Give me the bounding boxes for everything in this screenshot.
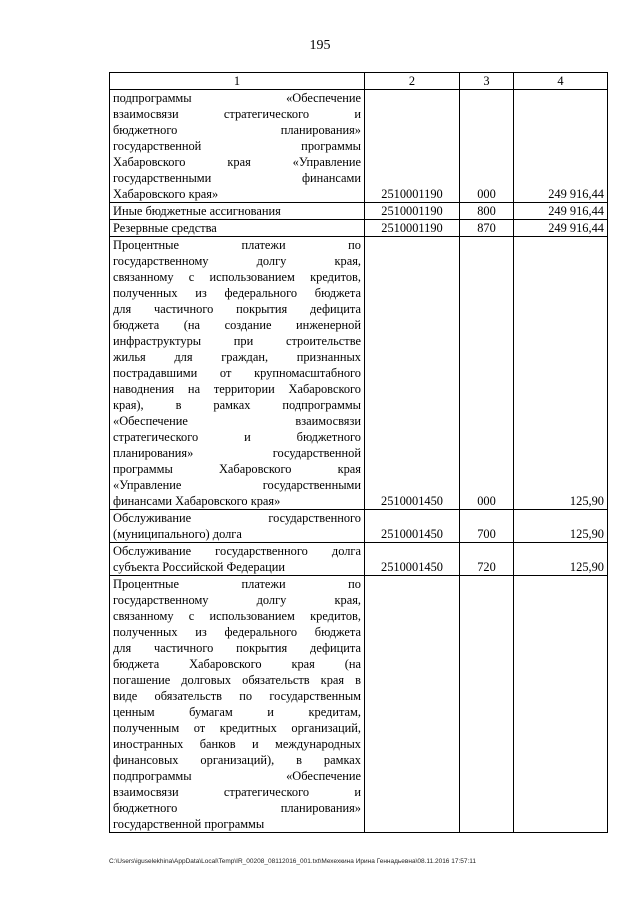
description-line: Хабаровского края «Управление xyxy=(113,155,361,169)
table-row xyxy=(110,237,608,510)
table-row xyxy=(110,510,608,543)
description-line: Процентные платежи по xyxy=(113,238,361,252)
description-line: субъекта Российской Федерации xyxy=(113,560,285,574)
header-cell-1: 1 xyxy=(110,73,365,90)
row-expense-type: 000 xyxy=(460,237,514,510)
table-row xyxy=(110,543,608,576)
description-line: «Обеспечение взаимосвязи xyxy=(113,414,361,428)
row-target-code: 2510001190 xyxy=(365,90,460,203)
description-line: связанному с использованием кредитов, xyxy=(113,270,361,284)
description-line: взаимосвязи стратегического и xyxy=(113,785,361,799)
description-line: виде обязательств по государственным xyxy=(113,689,361,703)
row-target-code xyxy=(365,576,460,833)
description-line: инфраструктуры при строительстве xyxy=(113,334,361,348)
row-amount: 249 916,44 xyxy=(514,220,608,237)
row-description xyxy=(110,576,365,833)
table-row xyxy=(110,203,608,220)
table-row xyxy=(110,220,608,237)
header-cell-4: 4 xyxy=(514,73,608,90)
row-target-code: 2510001450 xyxy=(365,237,460,510)
description-line: государственному долгу края, xyxy=(113,593,361,607)
header-cell-3: 3 xyxy=(460,73,514,90)
description-line: бюджетного планирования» xyxy=(113,801,361,815)
row-description xyxy=(110,90,365,203)
description-line: финансовых организаций), в рамках xyxy=(113,753,361,767)
description-line: программы Хабаровского края xyxy=(113,462,361,476)
row-amount: 125,90 xyxy=(514,510,608,543)
row-target-code: 2510001190 xyxy=(365,220,460,237)
description-line: планирования» государственной xyxy=(113,446,361,460)
description-line: для частичного покрытия дефицита xyxy=(113,641,361,655)
description-line: государственному долгу края, xyxy=(113,254,361,268)
row-amount xyxy=(514,576,608,833)
description-line: ценным бумагам и кредитам, xyxy=(113,705,361,719)
row-expense-type: 000 xyxy=(460,90,514,203)
description-line: полученных из федерального бюджета xyxy=(113,286,361,300)
row-description xyxy=(110,510,365,543)
row-amount: 249 916,44 xyxy=(514,203,608,220)
row-amount: 125,90 xyxy=(514,543,608,576)
budget-table xyxy=(109,72,608,833)
description-line: подпрограммы «Обеспечение xyxy=(113,769,361,783)
description-line: наводнения на территории Хабаровского xyxy=(113,382,361,396)
description-line: края), в рамках подпрограммы xyxy=(113,398,361,412)
description-line: погашение долговых обязательств края в xyxy=(113,673,361,687)
row-amount: 125,90 xyxy=(514,237,608,510)
row-description xyxy=(110,543,365,576)
description-line: государственными финансами xyxy=(113,171,361,185)
description-line: бюджета Хабаровского края (на xyxy=(113,657,361,671)
description-line: Резервные средства xyxy=(113,221,217,235)
description-line: пострадавшими от крупномасштабного xyxy=(113,366,361,380)
row-description xyxy=(110,220,365,237)
row-description xyxy=(110,203,365,220)
row-amount: 249 916,44 xyxy=(514,90,608,203)
description-line: Хабаровского края» xyxy=(113,187,219,201)
page-number: 195 xyxy=(309,38,331,53)
description-line: «Управление государственными xyxy=(113,478,361,492)
description-line: государственной программы xyxy=(113,817,265,831)
header-cell-2: 2 xyxy=(365,73,460,90)
row-target-code: 2510001450 xyxy=(365,510,460,543)
row-expense-type: 800 xyxy=(460,203,514,220)
row-target-code: 2510001190 xyxy=(365,203,460,220)
description-line: финансами Хабаровского края» xyxy=(113,494,281,508)
description-line: (муниципального) долга xyxy=(113,527,242,541)
row-expense-type xyxy=(460,576,514,833)
description-line: полученным от кредитных организаций, xyxy=(113,721,361,735)
footer-file-path: C:\Users\iguselekhina\AppData\Local\Temp\IR_00208_08112016_001.txt\Мехехкина Ирина Геннадьевна\08.11.2016 17:57:11 xyxy=(109,858,477,865)
description-line: Иные бюджетные ассигнования xyxy=(113,204,281,218)
table-row xyxy=(110,90,608,203)
description-line: Обслуживание государственного долга xyxy=(113,544,361,558)
description-line: связанному с использованием кредитов, xyxy=(113,609,361,623)
description-line: бюджетного планирования» xyxy=(113,123,361,137)
description-line: полученных из федерального бюджета xyxy=(113,625,361,639)
description-line: стратегического и бюджетного xyxy=(113,430,361,444)
description-line: бюджета (на создание инженерной xyxy=(113,318,361,332)
row-target-code: 2510001450 xyxy=(365,543,460,576)
description-line: для частичного покрытия дефицита xyxy=(113,302,361,316)
table-row xyxy=(110,576,608,833)
description-line: Обслуживание государственного xyxy=(113,511,361,525)
row-expense-type: 720 xyxy=(460,543,514,576)
row-description xyxy=(110,237,365,510)
description-line: жилья для граждан, признанных xyxy=(113,350,361,364)
description-line: подпрограммы «Обеспечение xyxy=(113,91,361,105)
description-line: взаимосвязи стратегического и xyxy=(113,107,361,121)
description-line: иностранных банков и международных xyxy=(113,737,361,751)
row-expense-type: 700 xyxy=(460,510,514,543)
description-line: Процентные платежи по xyxy=(113,577,361,591)
row-expense-type: 870 xyxy=(460,220,514,237)
description-line: государственной программы xyxy=(113,139,361,153)
table-header-row xyxy=(110,73,608,90)
